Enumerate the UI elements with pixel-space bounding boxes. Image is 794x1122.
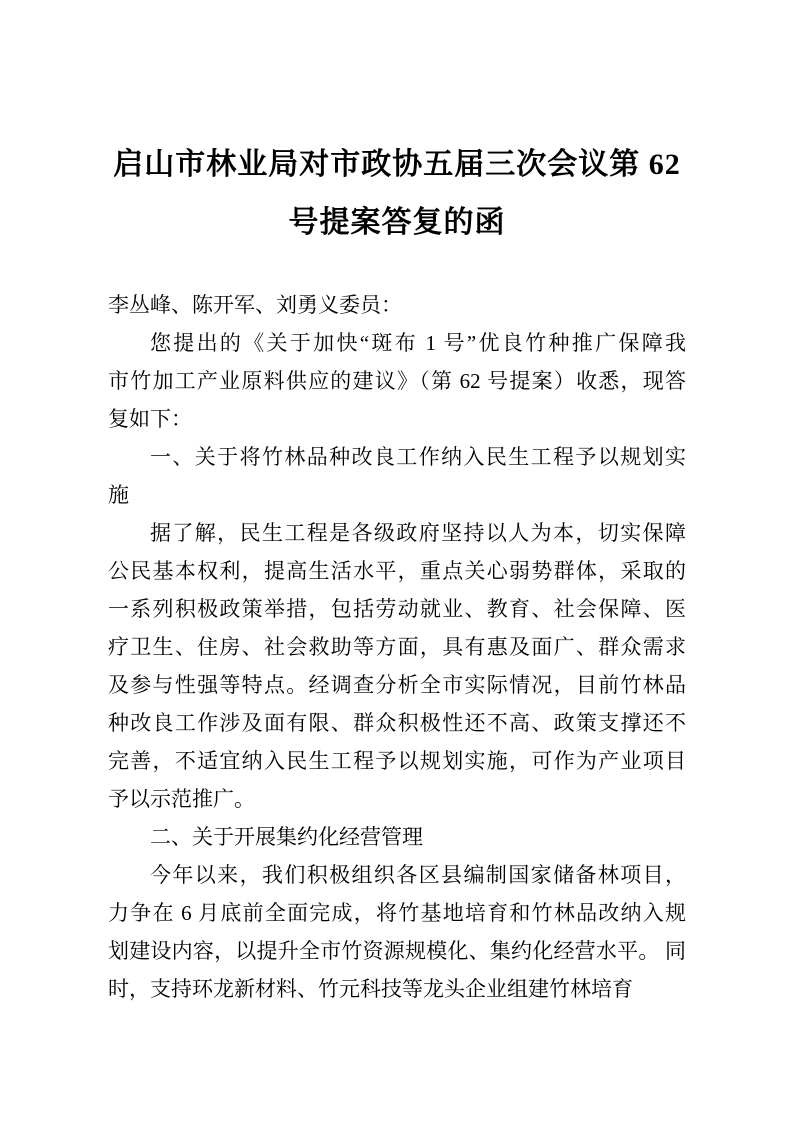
text-line: 您提出的《关于加快“斑布 1 号”优良竹种推广保障我 bbox=[150, 331, 686, 355]
document-title-line-1: 启山市林业局对市政协五届三次会议第 62 bbox=[113, 148, 681, 181]
text-line: 据了解，民生工程是各级政府坚持以人为本，切实保障 bbox=[150, 521, 686, 545]
text-line: 一系列积极政策举措，包括劳动就业、教育、社会保障、医 bbox=[108, 597, 686, 621]
text-line: 划建设内容，以提升全市竹资源规模化、集约化经营水平。 同 bbox=[108, 939, 686, 963]
document-body bbox=[108, 286, 686, 1008]
text-line: 复如下： bbox=[108, 407, 192, 431]
text-line: 力争在 6 月底前全面完成，将竹基地培育和竹林品改纳入规 bbox=[108, 901, 686, 925]
text-line: 时，支持环龙新材料、竹元科技等龙头企业组建竹林培育 bbox=[108, 977, 633, 1001]
text-line: 市竹加工产业原料供应的建议》（第 62 号提案）收悉，现答 bbox=[108, 369, 686, 393]
text-line: 种改良工作涉及面有限、群众积极性还不高、政策支撑还不 bbox=[108, 711, 686, 735]
text-line: 公民基本权利，提高生活水平，重点关心弱势群体，采取的 bbox=[108, 559, 686, 583]
document-title-line-2: 号提案答复的函 bbox=[288, 206, 506, 239]
text-line: 疗卫生、住房、社会救助等方面，具有惠及面广、群众需求 bbox=[108, 635, 686, 659]
text-line: 完善，不适宜纳入民生工程予以规划实施，可作为产业项目 bbox=[108, 749, 686, 773]
text-line: 一、关于将竹林品种改良工作纳入民生工程予以规划实 bbox=[150, 445, 686, 469]
text-line: 予以示范推广。 bbox=[108, 787, 255, 811]
document-title bbox=[60, 136, 734, 252]
text-line: 二、关于开展集约化经营管理 bbox=[150, 825, 423, 849]
text-line: 今年以来，我们积极组织各区县编制国家储备林项目， bbox=[150, 863, 686, 887]
text-line: 李丛峰、陈开军、刘勇义委员： bbox=[108, 293, 402, 317]
text-line: 及参与性强等特点。经调查分析全市实际情况，目前竹林品 bbox=[108, 673, 686, 697]
text-line: 施 bbox=[108, 483, 129, 507]
